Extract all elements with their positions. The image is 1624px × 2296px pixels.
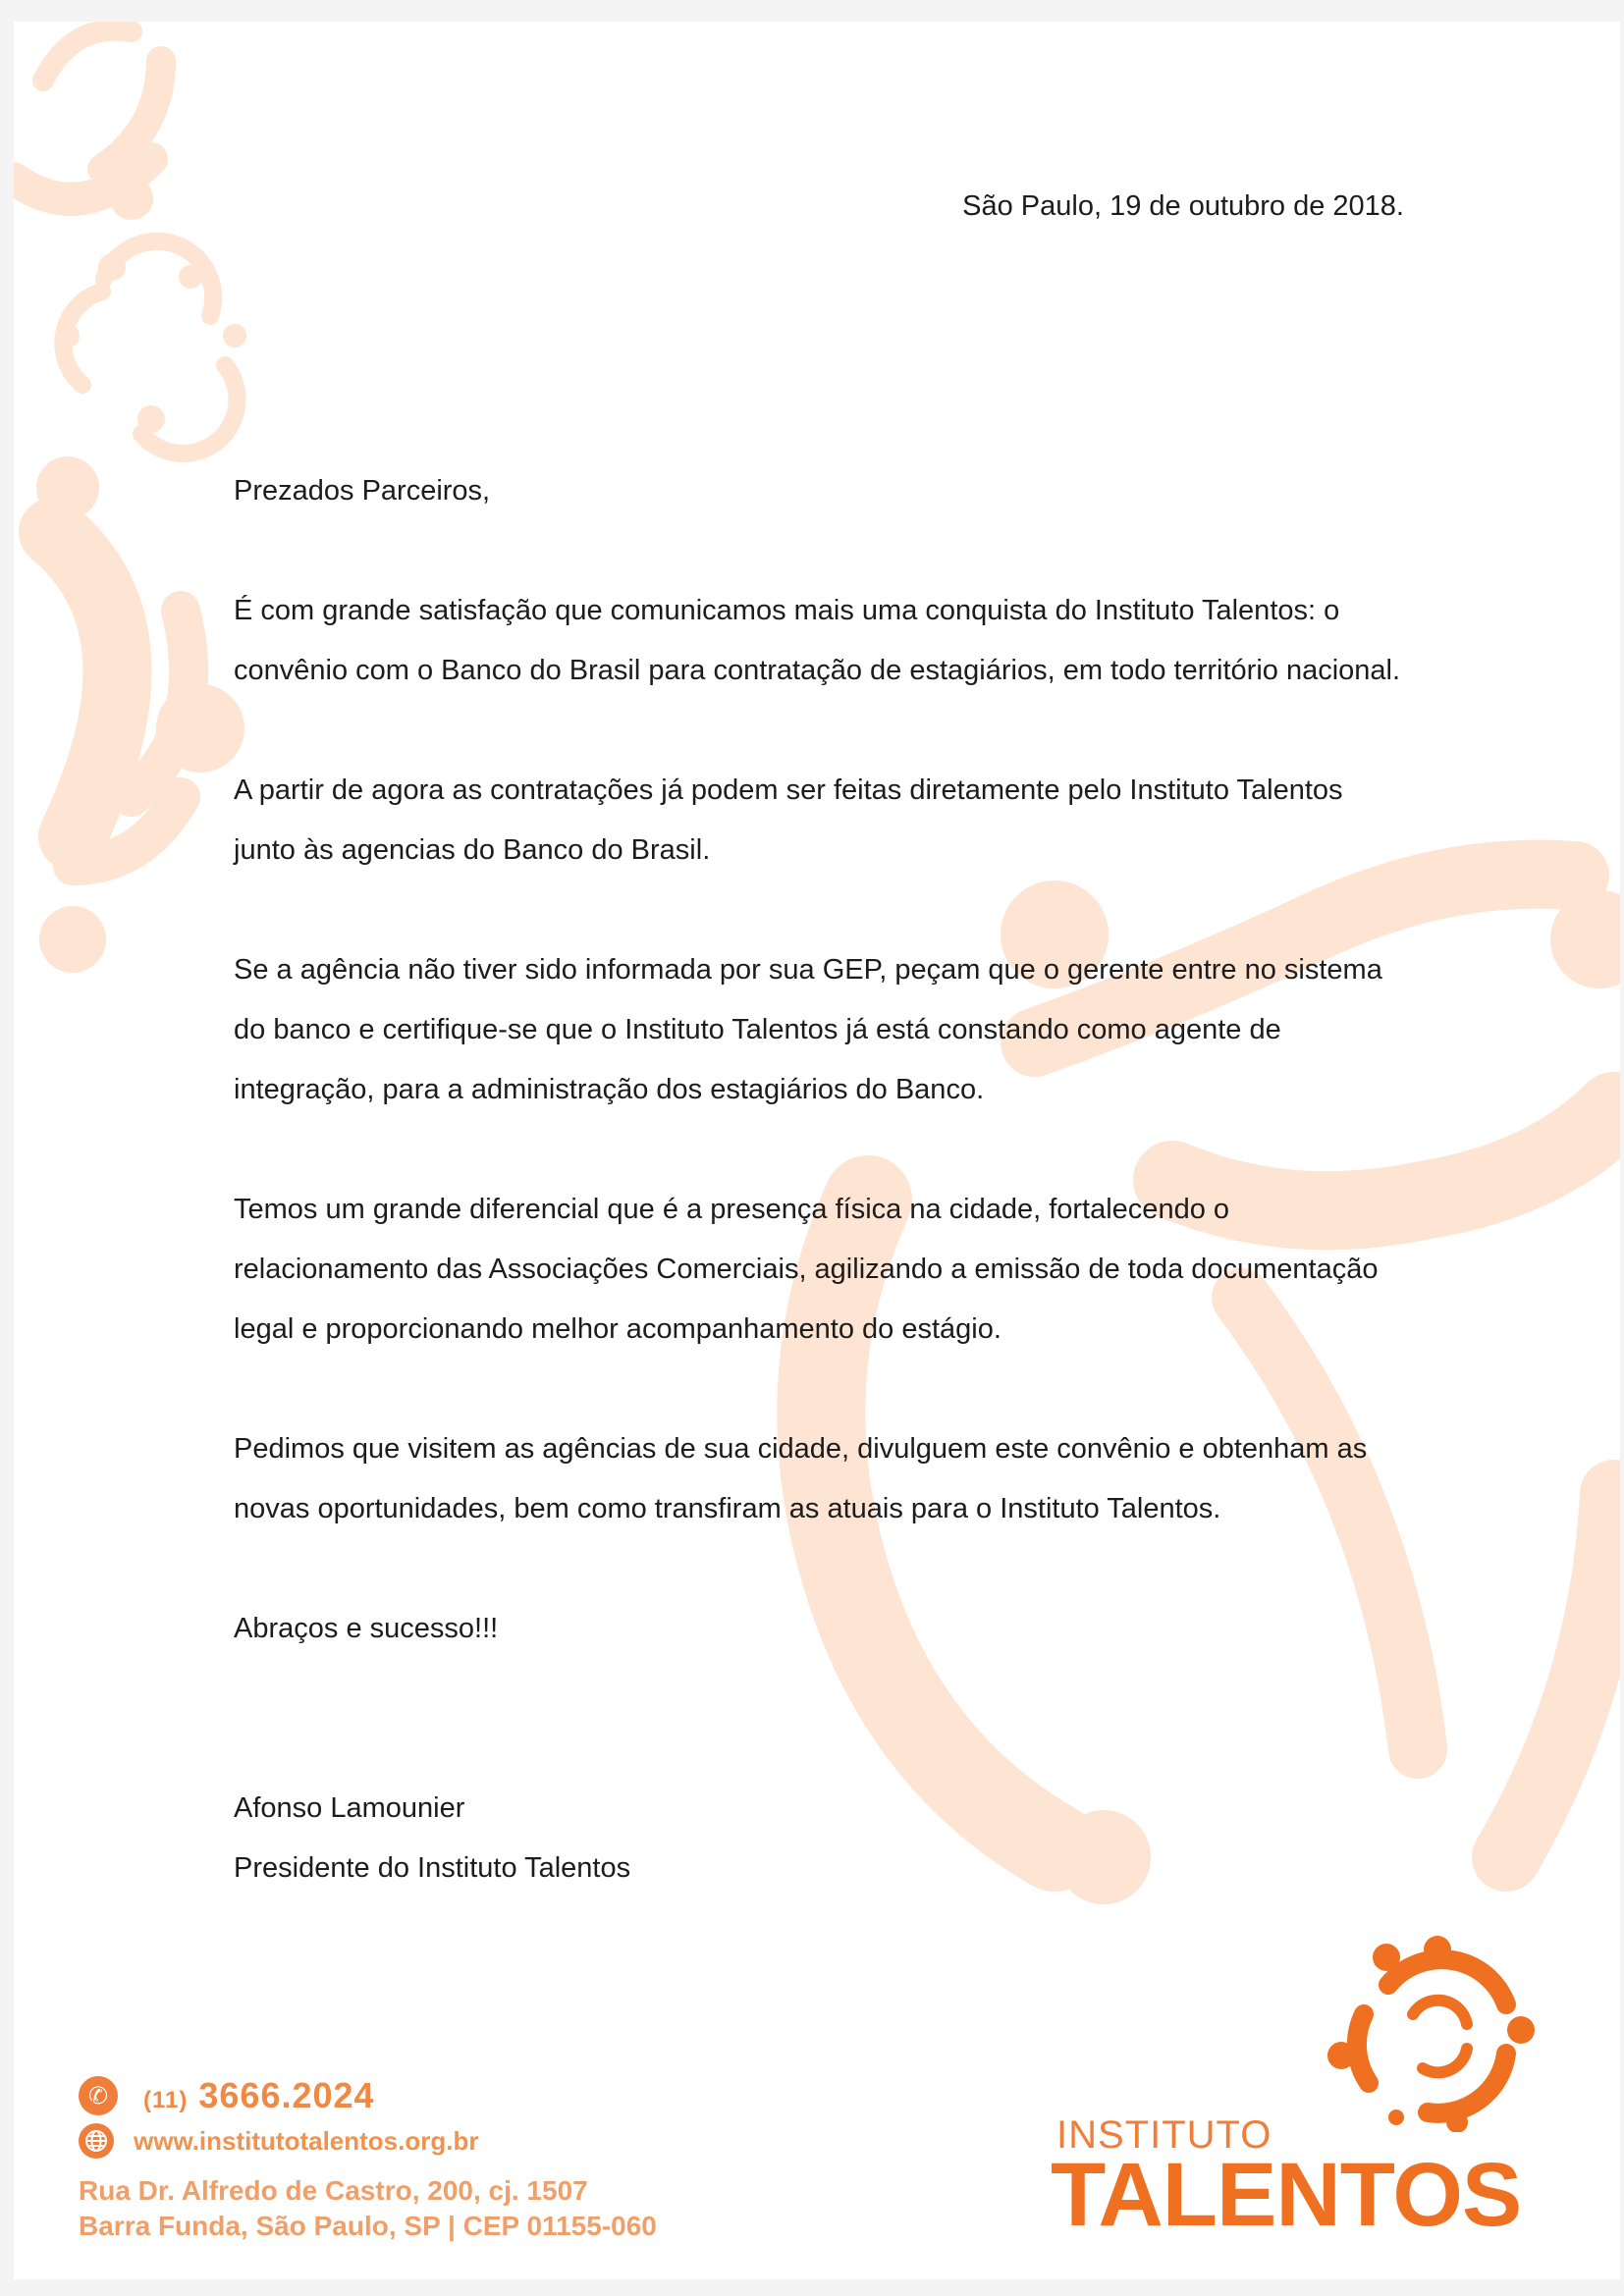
instituto-talentos-logo: [1051, 1936, 1587, 2250]
paragraph: É com grande satisfação que comunicamos mais uma conquista do Instituto Talentos: o convênio com o Banco do Brasil para contratação de estagiários, em todo território nacional.: [234, 595, 1401, 686]
phone-digits: 3666.2024: [198, 2075, 375, 2115]
paragraph: Pedimos que visitem as agências de sua cidade, divulguem este convênio e obtenham as novas oportunidades, bem como transfiram as atuais para o Instituto Talentos.: [234, 1433, 1368, 1524]
paragraph: Temos um grande diferencial que é a presença física na cidade, fortalecendo o relacionamento das Associações Comerciais, agilizando a emissão de toda documentação legal e proporcionando melhor acompanhamento do estágio.: [234, 1194, 1379, 1345]
address: [79, 2173, 766, 2244]
phone-row: [79, 2073, 766, 2118]
phone-number: [143, 2075, 375, 2116]
paragraph: A partir de agora as contratações já podem ser feitas diretamente pelo Instituto Talentos junto às agencias do Banco do Brasil.: [234, 774, 1343, 866]
address-line: Rua Dr. Alfredo de Castro, 200, cj. 1507: [79, 2175, 588, 2206]
logo-line1: INSTITUTO: [1056, 2113, 1272, 2157]
greeting: Prezados Parceiros,: [234, 475, 491, 507]
contact-info: [79, 2073, 766, 2244]
signer-name: Afonso Lamounier: [234, 1792, 465, 1824]
signature-block: [234, 1779, 1412, 1898]
phone-area: (11): [143, 2087, 189, 2113]
address-line: Barra Funda, São Paulo, SP | CEP 01155-060: [79, 2211, 657, 2241]
paragraph: Se a agência não tiver sido informada por sua GEP, peçam que o gerente entre no sistema do banco e certifique-se que o Instituto Talentos já está constando como agente de integração, para a administração dos estagiários do Banco.: [234, 954, 1382, 1105]
signer-title: Presidente do Instituto Talentos: [234, 1852, 631, 1884]
web-row: [79, 2118, 766, 2163]
phone-icon: ✆: [79, 2076, 118, 2115]
letter-date: São Paulo, 19 de outubro de 2018.: [962, 190, 1404, 222]
letter-page: [14, 22, 1620, 2279]
website-link[interactable]: www.institutotalentos.org.br: [134, 2125, 479, 2156]
letter-body: [234, 461, 1412, 1898]
closing: Abraços e sucesso!!!: [234, 1613, 499, 1644]
globe-icon: [79, 2123, 114, 2159]
logo-mark-icon: [1320, 1936, 1545, 2132]
logo-line2: TALENTOS: [1051, 2145, 1522, 2245]
